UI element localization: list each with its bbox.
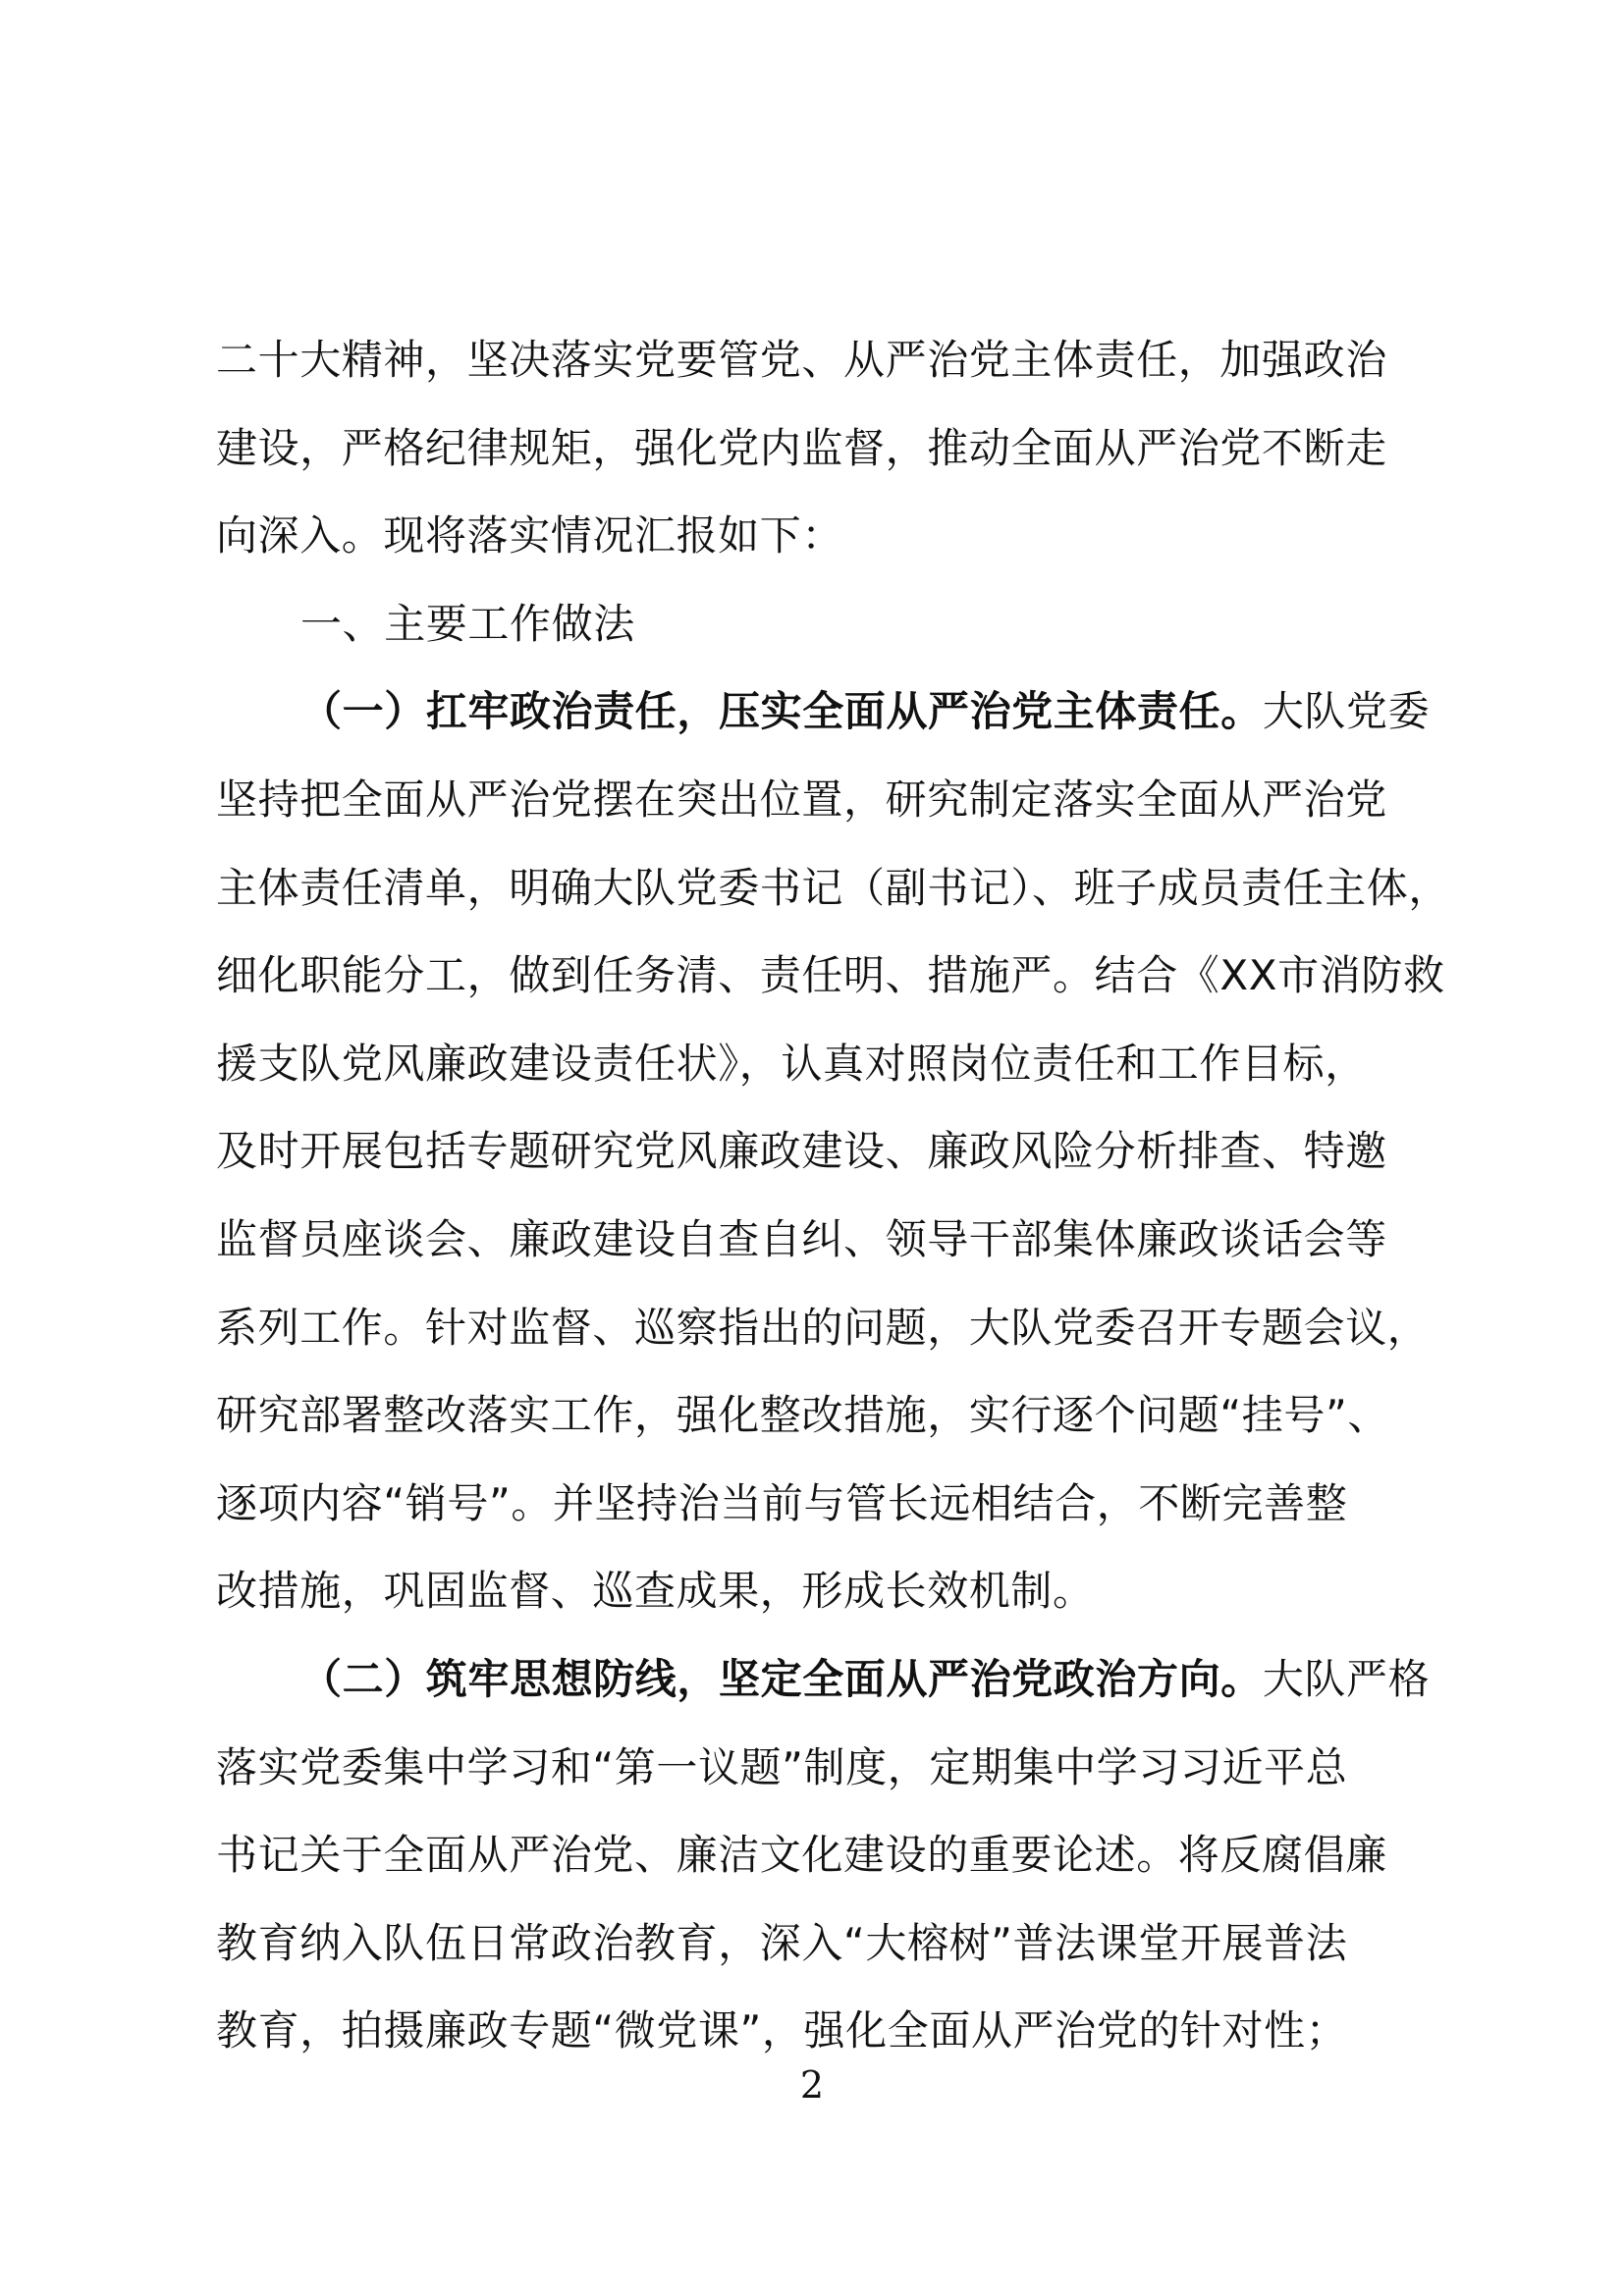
body-line: 系列工作。针对监督、巡察指出的问题，大队党委召开专题会议， [216,1303,1430,1352]
body-line: 监督员座谈会、廉政建设自查自纠、领导干部集体廉政谈话会等 [216,1214,1387,1263]
body-line: 向深入。现将落实情况汇报如下： [216,511,844,561]
body-line: 落实党委集中学习和“第一议题”制度，定期集中学习习近平总 [216,1742,1348,1791]
subsection-2-lead-text: 大队严格 [1262,1654,1431,1703]
body-line: 主体责任清单，明确大队党委书记（副书记）、班子成员责任主体， [216,863,1451,912]
body-line: 研究部署整改落实工作，强化整改措施，实行逐个问题“挂号”、 [216,1391,1389,1440]
subsection-1-first-line [216,667,1434,756]
body-line: 二十大精神，坚决落实党要管党、从严治党主体责任，加强政治 [216,336,1387,384]
body-line: 教育纳入队伍日常政治教育，深入“大榕树”普法课堂开展普法 [216,1918,1348,1967]
body-line: 教育，拍摄廉政专题“微党课”，强化全面从严治党的针对性； [216,2006,1348,2056]
document-body [216,316,1451,2075]
body-line: 援支队党风廉政建设责任状》，认真对照岗位责任和工作目标， [216,1039,1367,1088]
subsection-2-first-line [216,1635,1434,1724]
subsection-1-heading: （一）扛牢政治责任，压实全面从严治党主体责任。 [300,687,1263,736]
body-line: 书记关于全面从严治党、廉洁文化建设的重要论述。将反腐倡廉 [216,1831,1387,1880]
section-heading: 一、主要工作做法 [300,599,635,648]
body-line: 细化职能分工，做到任务清、责任明、措施严。结合《XX市消防救 [216,951,1445,1000]
page-number: 2 [799,2063,825,2107]
subsection-2-heading: （二）筑牢思想防线，坚定全面从严治党政治方向。 [300,1654,1263,1703]
body-line: 坚持把全面从严治党摆在突出位置，研究制定落实全面从严治党 [216,774,1387,824]
body-line: 及时开展包括专题研究党风廉政建设、廉政风险分析排查、特邀 [216,1127,1387,1176]
body-line: 改措施，巩固监督、巡查成果，形成长效机制。 [216,1567,1095,1616]
subsection-1-lead-text: 大队党委 [1262,687,1431,736]
body-line: 建设，严格纪律规矩，强化党内监督，推动全面从严治党不断走 [216,423,1387,472]
body-line: 逐项内容“销号”。并坚持治当前与管长远相结合，不断完善整 [216,1478,1348,1527]
